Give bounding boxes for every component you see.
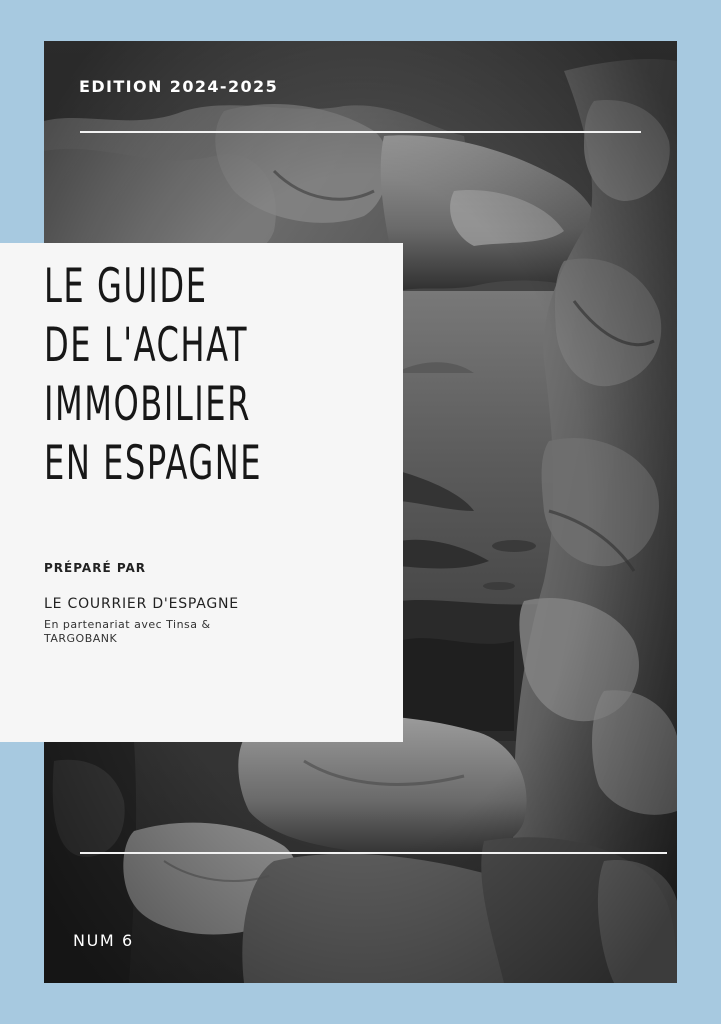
partnership-text: En partenariat avec Tinsa & TARGOBANK [44,618,211,645]
bottom-divider [80,852,667,854]
title-line-3: IMMOBILIER [44,377,251,432]
title-line-4: EN ESPAGNE [44,436,263,491]
title-line-2: DE L'ACHAT [44,318,248,373]
top-divider [80,131,641,133]
prepared-by-label: PRÉPARÉ PAR [44,561,147,575]
title-line-1: LE GUIDE [44,259,208,314]
title-card [0,243,403,742]
issue-number: NUM 6 [73,931,134,950]
publisher-name: LE COURRIER D'ESPAGNE [44,596,239,612]
edition-label: EDITION 2024-2025 [79,77,279,96]
